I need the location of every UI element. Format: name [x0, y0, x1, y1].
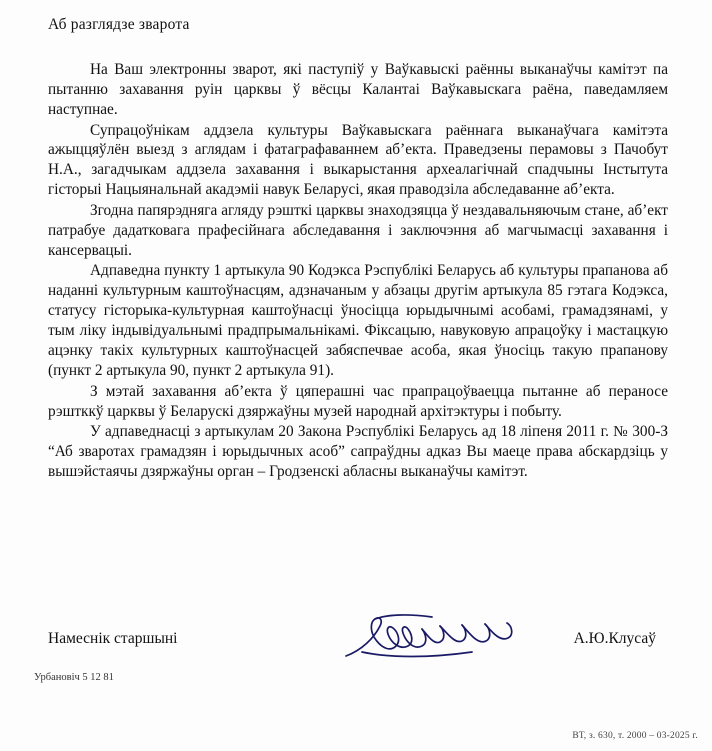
document-body [48, 60, 668, 483]
handwritten-signature-icon [340, 612, 530, 664]
paragraph: Згодна папярэдняга агляду рэшткі царквы знаходзяцца ў нездавальняючым стане, аб’ект патрабуе дадатковага прафесійнага абследавання і заключэння аб магчымасці захавання і кансервацыі. [48, 201, 668, 259]
signature-block [48, 624, 668, 664]
paragraph: З мэтай захавання аб’екта ў цяперашні час прапрацоўваецца пытанне аб пераносе рэштккў царквы ў Беларускі дзяржаўны музей народнай архітэктуры і побыту. [48, 382, 668, 420]
print-run-note: ВТ, з. 630, т. 2000 – 03-2025 г. [572, 731, 698, 741]
signer-name: А.Ю.Клусаў [573, 630, 656, 647]
document-subject: Аб разглядзе зварота [48, 16, 190, 33]
paragraph: Супрацоўнікам аддзела культуры Ваўкавыскага раённага выканаўчага камітэта ажыццяўлён выезд з аглядам і фатаграфаваннем аб’екта. Праведзены перамовы з Пачобут Н.А., загадчыкам аддзела захавання і выкарыстання археалагічнай спадчыны Інстытута гісторыі Нацыянальнай акадэміі навук Беларусі, якая праводзіла абследаванне аб’екта. [48, 121, 668, 199]
signer-position: Намеснік старшыні [48, 630, 178, 647]
paragraph: Адпаведна пункту 1 артыкула 90 Кодэкса Рэспублікі Беларусь аб культуры прапанова аб наданні культурным каштоўнасцям, адзначаным у абзацы другім артыкула 85 гэтага Кодэкса, статусу гісторыка-культурная каштоўнасці ўносіцца юрыдычнымі асобамі, грамадзянамі, у тым ліку індывідуальнымі прадпрымальнікамі. Фіксацыю, навуковую апрацоўку і мастацкую ацэнку такіх культурных каштоўнасцей забяспечвае асоба, якая ўносіць такую прапанову (пункт 2 артыкула 90, пункт 2 артыкула 91). [48, 262, 668, 379]
executor-note: Урбановіч 5 12 81 [34, 672, 114, 683]
paragraph: На Ваш электронны зварот, які паступіў у Ваўкавыскі раённы выканаўчы камітэт па пытанню захавання руін царквы ў вёсцы Калантаі Ваўкавыскага раёна, паведамляем наступнае. [48, 61, 668, 118]
paragraph: У адпаведнасці з артыкулам 20 Закона Рэспублікі Беларусь ад 18 ліпеня 2011 г. № 300-З “Аб зваротах грамадзян і юрыдычных асоб” сапраўдны адказ Вы маеце права абскардзіць у вышэйстаячы дзяржаўны орган – Гродзенскі абласны выканаўчы камітэт. [48, 423, 668, 481]
